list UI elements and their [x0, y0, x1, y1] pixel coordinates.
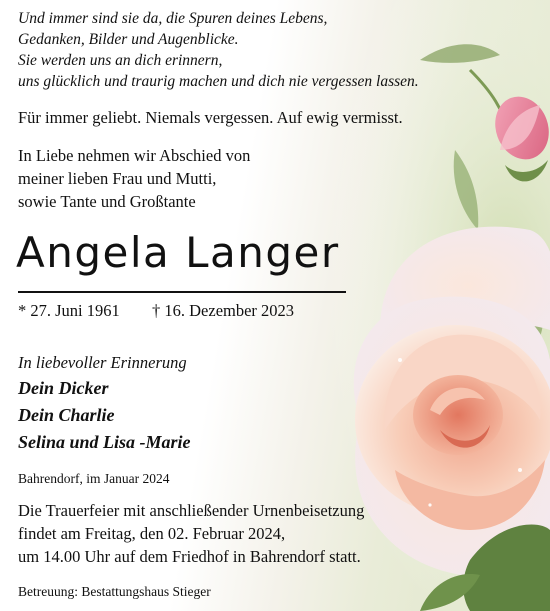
death-date: † 16. Dezember 2023: [152, 301, 295, 320]
deceased-name: Angela Langer: [16, 228, 340, 277]
poem-line-3: Sie werden uns an dich erinnern,: [18, 52, 223, 69]
birth-date: * 27. Juni 1961: [18, 301, 120, 320]
mourner-2: Dein Charlie: [18, 405, 115, 425]
remembrance-heading: In liebevoller Erinnerung: [18, 353, 187, 372]
mourner-1: Dein Dicker: [18, 378, 109, 398]
farewell-line-2: meiner lieben Frau und Mutti,: [18, 169, 217, 188]
poem-line-2: Gedanken, Bilder und Augenblicke.: [18, 31, 239, 48]
funeral-line-1: Die Trauerfeier mit anschließender Urnenbeisetzung: [18, 501, 365, 520]
farewell-line-1: In Liebe nehmen wir Abschied von: [18, 146, 251, 165]
poem-line-1: Und immer sind sie da, die Spuren deines Lebens,: [18, 10, 328, 27]
poem-line-4: uns glücklich und traurig machen und dich nie vergessen lassen.: [18, 73, 419, 90]
funeral-line-3: um 14.00 Uhr auf dem Friedhof in Bahrendorf statt.: [18, 547, 361, 566]
motto: Für immer geliebt. Niemals vergessen. Auf ewig vermisst.: [18, 108, 403, 127]
name-underline: [18, 291, 346, 293]
place-date: Bahrendorf, im Januar 2024: [18, 471, 170, 486]
mourner-3: Selina und Lisa -Marie: [18, 432, 191, 452]
funeral-home: Betreuung: Bestattungshaus Stieger: [18, 584, 211, 599]
funeral-line-2: findet am Freitag, den 02. Februar 2024,: [18, 524, 286, 543]
farewell-line-3: sowie Tante und Großtante: [18, 192, 196, 211]
